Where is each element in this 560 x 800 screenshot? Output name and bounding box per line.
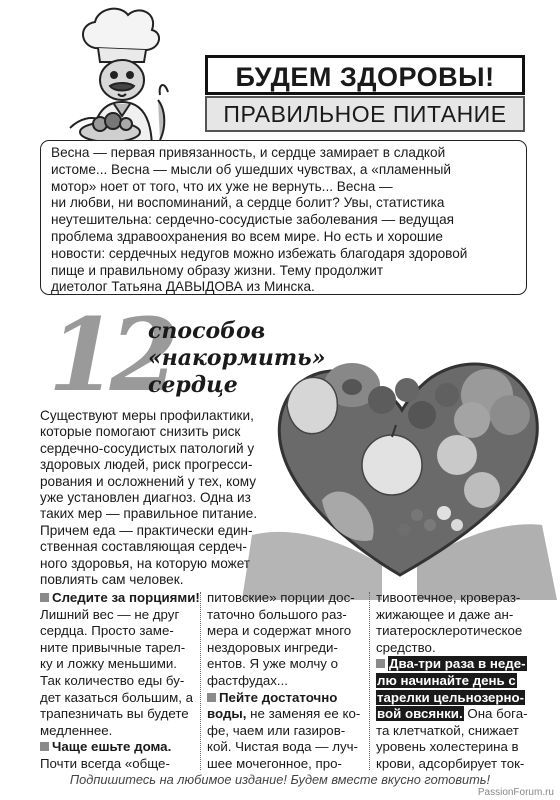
article-line: Существуют меры профилактики, bbox=[40, 408, 254, 423]
col2-line: мера и содержат много bbox=[207, 623, 352, 639]
intro-line: неутешительна: сердечно-сосудистые заболевания — ведущая bbox=[51, 212, 455, 228]
col2-line: фе, чаем или газиров- bbox=[207, 722, 346, 738]
col2-line: шее мочегонное, про- bbox=[207, 755, 342, 771]
intro-line: диетолог Татьяна ДАВЫДОВА из Минска. bbox=[51, 279, 315, 295]
intro-line: ни любви, ни воспоминаний, а сердце болит? Увы, статистика bbox=[51, 195, 445, 211]
col1-line: ку и ложку меньшими. bbox=[40, 656, 177, 672]
bullet-square-icon bbox=[40, 593, 49, 602]
col1-line: сердца. Просто заме- bbox=[40, 623, 174, 639]
intro-box bbox=[40, 140, 527, 295]
chef-illustration bbox=[40, 0, 200, 150]
article-intro bbox=[40, 408, 320, 588]
article-line: повлиять сам человек. bbox=[40, 572, 184, 588]
col2-line: кой. Чистая вода — луч- bbox=[207, 739, 358, 755]
article-line: таких мер — правильное питание. bbox=[40, 506, 258, 522]
column-divider bbox=[200, 592, 201, 770]
tip-heading: Чаще ешьте дома. bbox=[40, 739, 200, 756]
headline-line-3: сердце bbox=[148, 372, 238, 398]
col2-line: таточно большого раз- bbox=[207, 606, 347, 622]
footer-slogan: Подпишитесь на любимое издание! Будем вместе вкусно готовить! bbox=[69, 772, 491, 787]
col1-line: ните привычные тарел- bbox=[40, 639, 186, 655]
tip-heading: Следите за порциями! bbox=[40, 590, 200, 607]
col3-line: средство. bbox=[376, 639, 436, 655]
intro-line: Весна — первая привязанность, и сердце замирает в сладкой bbox=[51, 145, 446, 160]
intro-line: мотор» ноет от того, что их уже не вернуть... Весна — bbox=[51, 178, 393, 194]
column-1 bbox=[40, 590, 200, 773]
col2-line: фастфудах... bbox=[207, 672, 288, 688]
bullet-square-icon bbox=[40, 742, 49, 751]
col2-line: ентов. Я уже молчу о bbox=[207, 656, 338, 672]
column-divider bbox=[369, 592, 370, 770]
column-3 bbox=[376, 590, 528, 773]
col2-line: питовские» порции дос- bbox=[207, 590, 355, 605]
article-line: которые помогают снизить риск bbox=[40, 424, 241, 440]
intro-line: пище и правильному образу жизни. Тему продолжит bbox=[51, 262, 384, 278]
column-2 bbox=[207, 590, 360, 773]
col1-line: Лишний вес — не друг bbox=[40, 606, 180, 622]
col1-line: трапезничать вы будете bbox=[40, 706, 189, 722]
col3-line: та клетчаткой, снижает bbox=[376, 722, 519, 738]
article-line: рования и осложнений у тех, кому bbox=[40, 473, 257, 489]
col3-line: лю начинайте день с bbox=[377, 672, 516, 688]
col1-line: дет казаться большим, а bbox=[40, 689, 194, 705]
intro-line: новости: сердечных недугов можно избежать благодаря здоровой bbox=[51, 245, 468, 261]
col3-line: крови, адсорбирует ток- bbox=[376, 755, 525, 771]
watermark: PassionForum.ru bbox=[477, 787, 554, 798]
tip-heading: Два-три раза в неде- bbox=[376, 656, 528, 673]
bullet-square-icon bbox=[376, 659, 385, 668]
col3-line: тивоотечное, кровераз- bbox=[376, 590, 521, 605]
col3-line: тарелки цельнозерно- bbox=[377, 689, 525, 705]
col1-line: Почти всегда «обще- bbox=[40, 755, 170, 771]
col3-line: уровень холестерина в bbox=[376, 739, 519, 755]
article-line: ственная составляющая сердеч- bbox=[40, 539, 247, 555]
section-subtitle: ПРАВИЛЬНОЕ ПИТАНИЕ bbox=[205, 96, 525, 132]
article-line: ного здоровья, на которую может bbox=[40, 555, 251, 571]
bullet-square-icon bbox=[207, 693, 216, 702]
article-line: Причем еда — практически един- bbox=[40, 522, 253, 538]
col3-line: вой овсянки. Она бога- bbox=[377, 706, 528, 722]
headline-number: 12 bbox=[48, 296, 172, 414]
article-line: здоровых людей, риск прогресси- bbox=[40, 457, 253, 473]
intro-line: истоме... Весна — мысли об ушедших чувствах, а «пламенный bbox=[51, 161, 451, 177]
headline-line-2: «накормить» bbox=[148, 345, 326, 371]
article-line: сердечно-сосудистых патологий у bbox=[40, 440, 255, 456]
headline-line-1: способов bbox=[148, 318, 266, 344]
tip-heading: Пейте достаточно bbox=[207, 690, 360, 707]
intro-line: проблема здравоохранения во всем мире. Но есть и хорошие bbox=[51, 228, 443, 244]
col3-line: жижающее и даже ан- bbox=[376, 606, 514, 622]
col1-line: Так количество еды бу- bbox=[40, 672, 185, 688]
col2-line: нездоровых ингреди- bbox=[207, 639, 338, 655]
col1-line: медленнее. bbox=[40, 722, 113, 738]
section-title: БУДЕМ ЗДОРОВЫ! bbox=[205, 55, 525, 95]
col3-line: тиатеросклеротическое bbox=[376, 623, 523, 639]
col2-line: воды, не заменяя ее ко- bbox=[207, 706, 361, 722]
article-line: уже установлен диагноз. Одна из bbox=[40, 490, 251, 506]
